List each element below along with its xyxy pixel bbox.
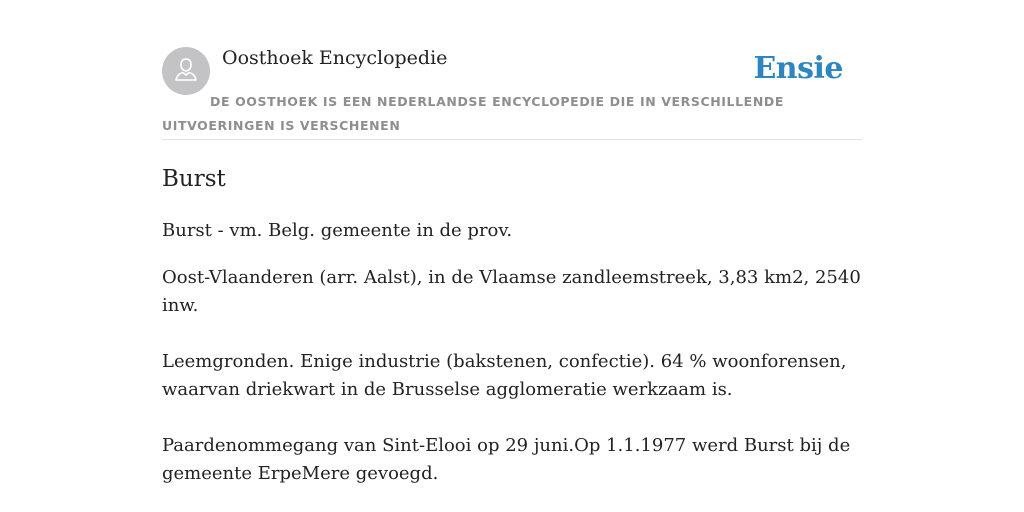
article-paragraph: Oost-Vlaanderen (arr. Aalst), in de Vlaamse zandleemstreek, 3,83 km2, 2540 inw. [162, 267, 861, 316]
article-paragraph: Burst - vm. Belg. gemeente in de prov. [162, 220, 513, 241]
article-title: Burst [162, 166, 226, 192]
page-container [162, 0, 862, 488]
article-paragraph: Leemgronden. Enige industrie (bakstenen, confectie). 64 % woonforensen, waarvan driekwart in de Brusselse agglomeratie werkzaam is. [162, 351, 847, 400]
source-description: DE OOSTHOEK IS EEN NEDERLANDSE ENCYCLOPEDIE DIE IN VERSCHILLENDE UITVOERINGEN IS VERSCHENEN [162, 94, 784, 133]
ensie-logo[interactable]: Ensie [753, 51, 843, 86]
article-paragraph: Paardenommegang van Sint-Elooi op 29 juni.Op 1.1.1977 werd Burst bij de gemeente ErpeMere gevoegd. [162, 435, 851, 484]
user-silhouette-icon [171, 54, 201, 89]
source-title[interactable]: Oosthoek Encyclopedie [222, 47, 448, 69]
source-header [162, 46, 862, 140]
source-avatar[interactable] [162, 47, 210, 95]
